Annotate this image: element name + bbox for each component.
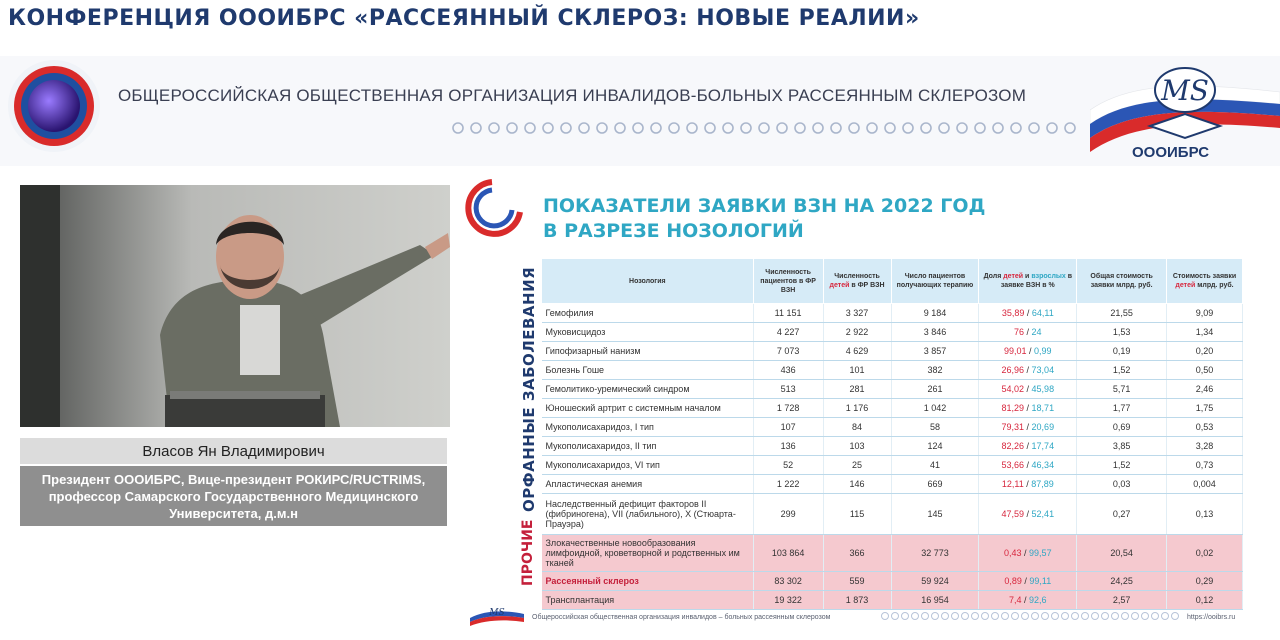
slide-title-line: ПОКАЗАТЕЛИ ЗАЯВКИ ВЗН НА 2022 ГОД — [543, 195, 986, 217]
table-row: Юношеский артрит с системным началом 1 728 1 176 1 042 81,29 / 18,71 1,77 1,75 — [542, 399, 1243, 418]
table-row: Рассеянный склероз 83 302 559 59 924 0,89 / 99,11 24,25 0,29 — [542, 572, 1243, 591]
speaker-role-line: Университета, д.м.н — [169, 506, 298, 521]
vzn-table — [541, 258, 1243, 610]
conference-title: КОНФЕРЕНЦИЯ ОООИБРС «РАССЕЯННЫЙ СКЛЕРОЗ: НОВЫЕ РЕАЛИИ» — [8, 6, 920, 31]
table-row: Гемолитико-уремический синдром 513 281 261 54,02 / 45,98 5,71 2,46 — [542, 380, 1243, 399]
org-name: ОБЩЕРОССИЙСКАЯ ОБЩЕСТВЕННАЯ ОРГАНИЗАЦИЯ ИНВАЛИДОВ-БОЛЬНЫХ РАССЕЯННЫМ СКЛЕРОЗОМ — [118, 86, 1027, 105]
slide-corner-arc-icon — [462, 178, 524, 240]
table-row: Злокачественные новообразования лимфоидной, кроветворной и родственных им тканей 103 864 366 32 773 0,43 / 99,57 20,54 0,02 — [542, 535, 1243, 572]
slide-title — [543, 194, 985, 244]
table-row: Гипофизарный нанизм 7 073 4 629 3 857 99,01 / 0,99 0,19 0,20 — [542, 342, 1243, 361]
speaker-role — [20, 466, 447, 526]
table-row: Апластическая анемия 1 222 146 669 12,11 / 87,89 0,03 0,004 — [542, 475, 1243, 494]
table-row: Трансплантация 19 322 1 873 16 954 7,4 / 92,6 2,57 0,12 — [542, 591, 1243, 610]
speaker-role-line: профессор Самарского Государственного Медицинского — [48, 489, 419, 504]
header-share: Доля детей и взрослых в заявке ВЗН в % — [979, 259, 1077, 304]
header-patients: Численность пациентов в ФР ВЗН — [753, 259, 823, 304]
speaker-video — [20, 185, 450, 427]
svg-text:MS: MS — [489, 608, 505, 618]
org-round-logo-icon — [8, 60, 100, 152]
speaker-video-image — [20, 185, 450, 427]
header-total-cost: Общая стоимость заявки млрд. руб. — [1077, 259, 1167, 304]
table-header-row — [542, 259, 1243, 304]
decorative-dots-row — [450, 121, 1080, 135]
header-child-cost: Стоимость заявки детей млрд. руб. — [1167, 259, 1243, 304]
ms-mark: MS — [1161, 74, 1209, 107]
footer-url: https://ooibrs.ru — [1187, 614, 1236, 621]
footer-org-name: Общероссийская общественная организация инвалидов – больных рассеянным склерозом — [532, 614, 831, 621]
table-row: Наследственный дефицит факторов II (фибриногена), VII (лабильного), X (Стюарта-Прауэра) 299 115 145 47,59 / 52,41 0,27 0,13 — [542, 494, 1243, 535]
speaker-name: Власов Ян Владимирович — [20, 438, 447, 464]
ms-logo-label: ОООИБРС — [1132, 144, 1210, 161]
table-row: Болезнь Гоше 436 101 382 26,96 / 73,04 1,52 0,50 — [542, 361, 1243, 380]
table-row: Мукополисахаридоз, I тип 107 84 58 79,31 / 20,69 0,69 0,53 — [542, 418, 1243, 437]
speaker-role-line: Президент ОООИБРС, Вице-президент РОКИРС/RUCTRIMS, — [41, 472, 426, 487]
table-row: Муковисцидоз 4 227 2 922 3 846 76 / 24 1,53 1,34 — [542, 323, 1243, 342]
table-row: Мукополисахаридоз, II тип 136 103 124 82,26 / 17,74 3,85 3,28 — [542, 437, 1243, 456]
orphan-diseases-label: ОРФАННЫЕ ЗАБОЛЕВАНИЯ — [520, 266, 538, 512]
table-row: Мукополисахаридоз, VI тип 52 25 41 53,66 / 46,34 1,52 0,73 — [542, 456, 1243, 475]
table-row: Гемофилия 11 151 3 327 9 184 35,89 / 64,11 21,55 9,09 — [542, 304, 1243, 323]
header-therapy: Число пациентов получающих терапию — [891, 259, 979, 304]
header-nosology: Нозология — [542, 259, 754, 304]
footer-ms-logo-icon — [470, 606, 524, 628]
footer-dots-row — [880, 611, 1180, 621]
other-diseases-label: ПРОЧИЕ — [520, 519, 536, 586]
header-children: Численность детей в ФР ВЗН — [823, 259, 891, 304]
org-banner — [0, 56, 1280, 166]
slide-title-line: В РАЗРЕЗЕ НОЗОЛОГИЙ — [543, 220, 804, 242]
